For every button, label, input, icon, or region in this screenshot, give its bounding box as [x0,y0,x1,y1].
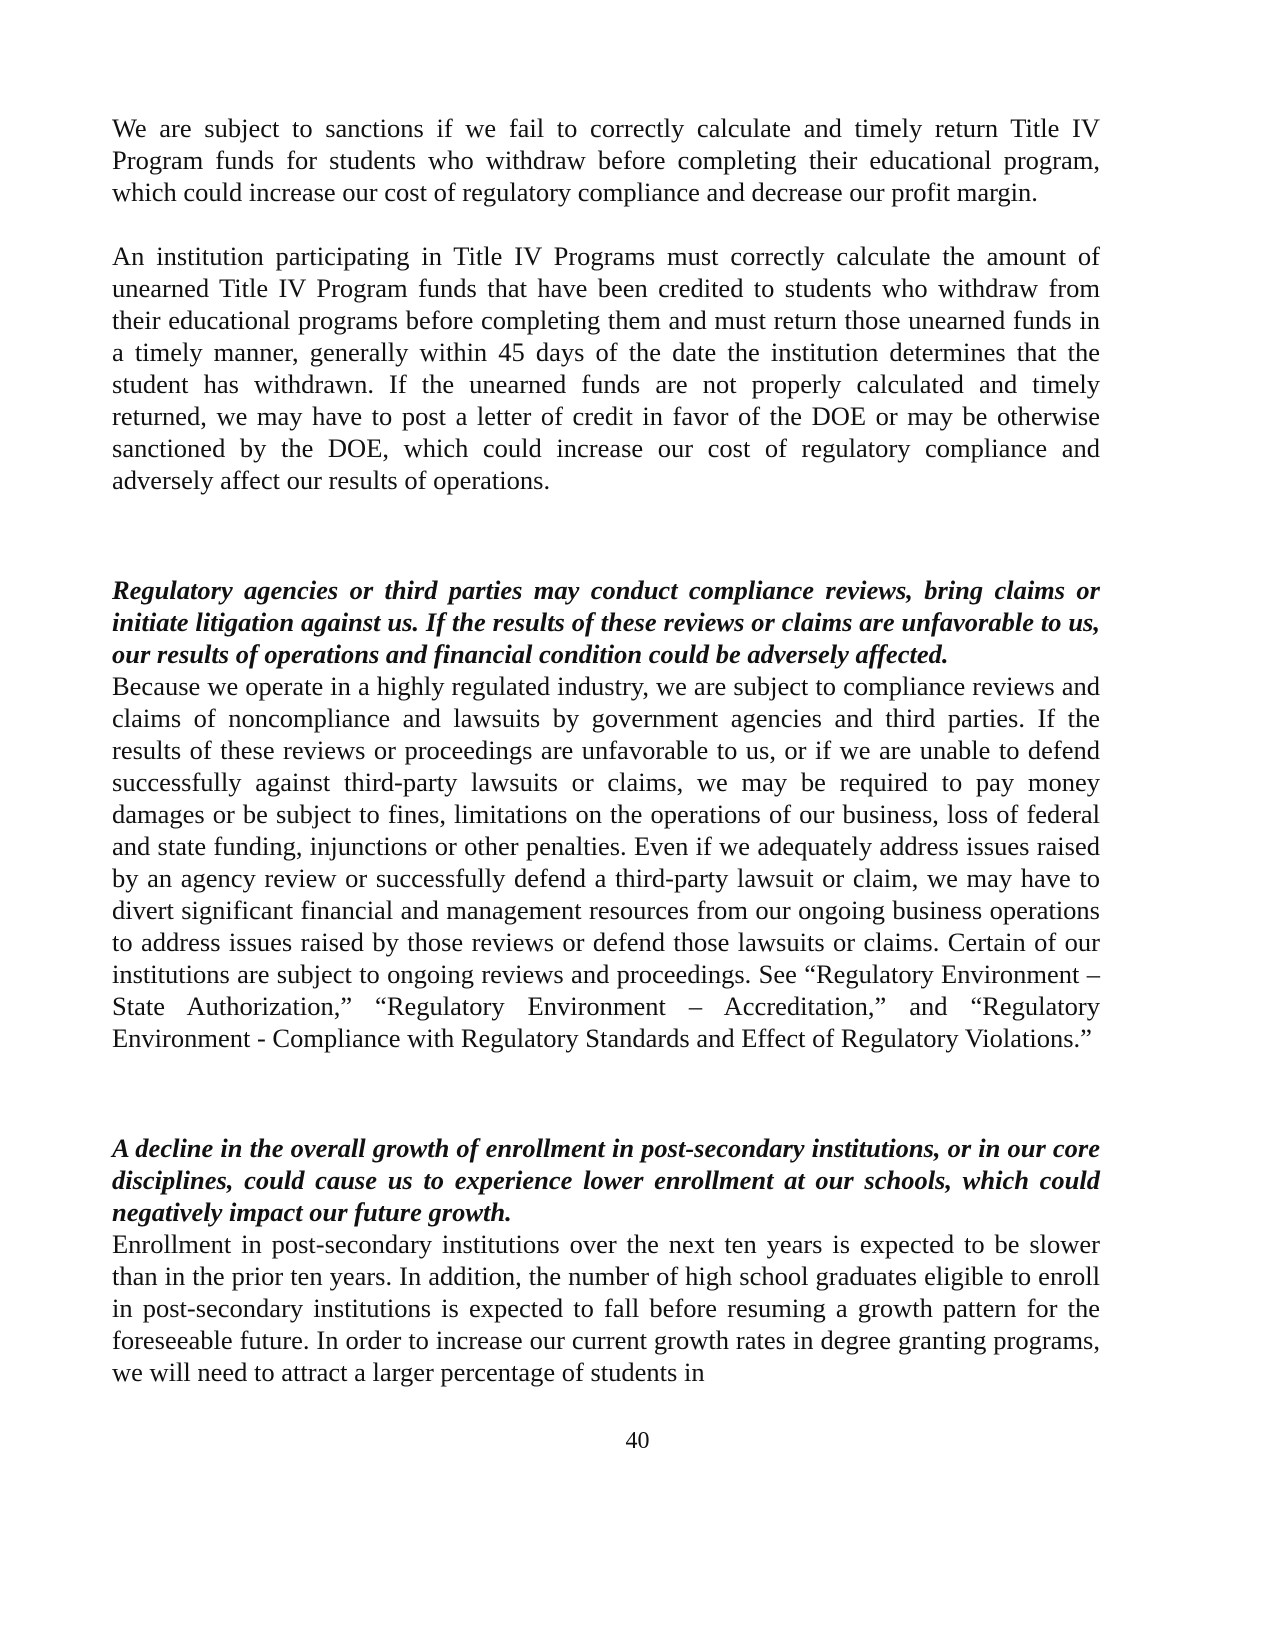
paragraph-compliance-reviews: Because we operate in a highly regulated industry, we are subject to compliance reviews and claims of noncompliance and lawsuits by government agencies and third parties. If the results of these reviews or proceedings are unfavorable to us, or if we are unable to defend successfully against third-party lawsuits or claims, we may be required to pay money damages or be subject to fines, limitations on the operations of our business, loss of federal and state funding, injunctions or other penalties. Even if we adequately address issues raised by an agency review or successfully defend a third-party lawsuit or claim, we may have to divert significant financial and management resources from our ongoing business operations to address issues raised by those reviews or defend those lawsuits or claims. Certain of our institutions are subject to ongoing reviews and proceedings. See “Regulatory Environment – State Authorization,” “Regulatory Environment – Accreditation,” and “Regulatory Environment - Compliance with Regulatory Standards and Effect of Regulatory Violations.” [112,671,1100,1053]
section-title-title-iv-sanctions: We are subject to sanctions if we fail to correctly calculate and timely return Title IV Program funds for students who withdraw before completing their educational program, which could increase our cost of regulatory compliance and decrease our profit margin. [112,113,1100,207]
heading-enrollment-decline: A decline in the overall growth of enrollment in post-secondary institutions, or in our core disciplines, could cause us to experience lower enrollment at our schools, which could negatively impact our future growth. [112,1133,1100,1227]
document-page [112,112,1100,1388]
heading-compliance-reviews: Regulatory agencies or third parties may conduct compliance reviews, bring claims or initiate litigation against us. If the results of these reviews or claims are unfavorable to us, our results of operations and financial condition could be adversely affected. [112,575,1100,669]
paragraph-title-iv-return: An institution participating in Title IV Programs must correctly calculate the amount of unearned Title IV Program funds that have been credited to students who withdraw from their educational programs before completing them and must return those unearned funds in a timely manner, generally within 45 days of the date the institution determines that the student has withdrawn. If the unearned funds are not properly calculated and timely returned, we may have to post a letter of credit in favor of the DOE or may be otherwise sanctioned by the DOE, which could increase our cost of regulatory compliance and adversely affect our results of operations. [112,241,1100,495]
paragraph-enrollment-decline: Enrollment in post-secondary institutions over the next ten years is expected to be slower than in the prior ten years. In addition, the number of high school graduates eligible to enroll in post-secondary institutions is expected to fall before resuming a growth pattern for the foreseeable future. In order to increase our current growth rates in degree granting programs, we will need to attract a larger percentage of students in [112,1229,1100,1387]
page-number: 40 [625,1428,650,1454]
